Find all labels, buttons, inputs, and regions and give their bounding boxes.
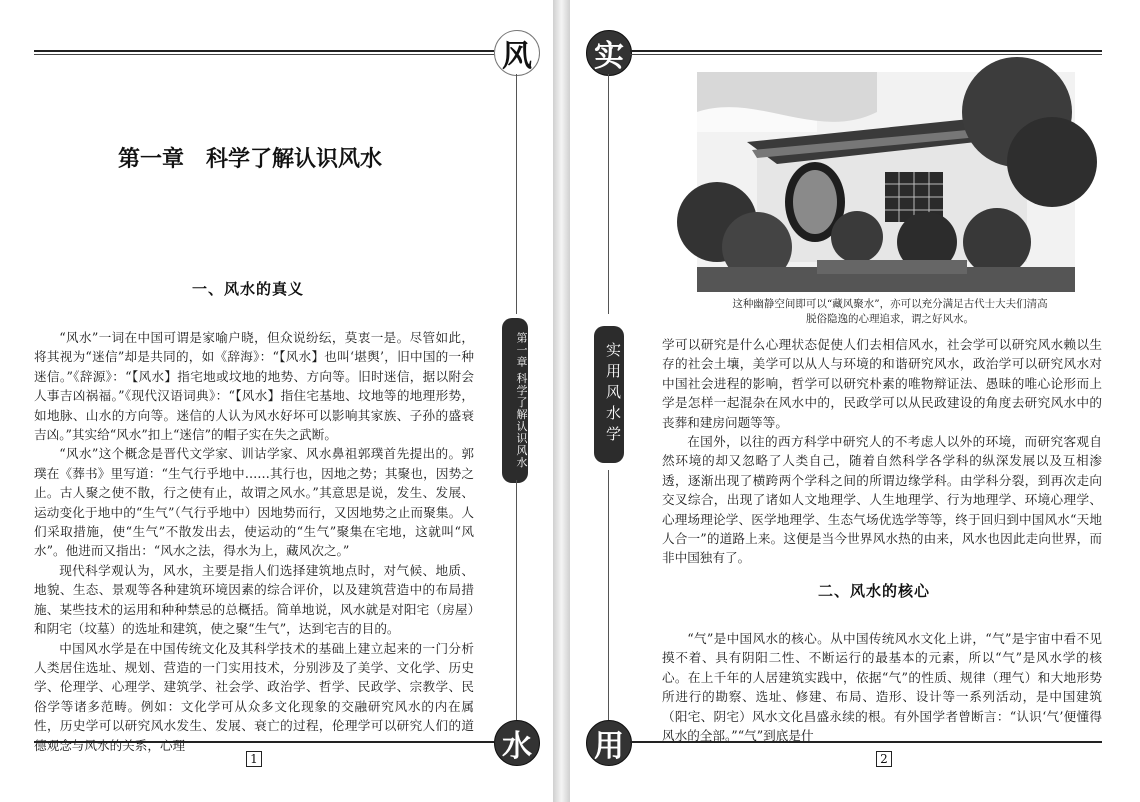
right-body-text-bottom (662, 629, 1102, 744)
courtyard-photo-icon (697, 72, 1075, 292)
ornament-shui: 水 (494, 720, 540, 766)
paragraph: “风水”这个概念是晋代文学家、训诂学家、风水鼻祖郭璞首先提出的。郭璞在《葬书》里写道：“生气行乎地中……其行也，因地之势；其聚也，因势之止。古人聚之使不散，行之使有止，故谓之风水。”其意思是说，发生、发展、运动变化于地中的“生气”（气行乎地中）因地势而行，又因地势之止而聚集。人们采取措施，使“生气”不散发出去，使运动的“生气”聚集在宅地，这就叫“风水”。他进而又指出：“风水之法，得水为上，藏风次之。” (34, 446, 474, 559)
caption-line: 脱俗隐逸的心理追求，谓之好风水。 (806, 313, 974, 325)
margin-line (516, 74, 517, 314)
margin-line-lower (516, 480, 517, 720)
paragraph: “气”是中国风水的核心。从中国传统风水文化上讲，“气”是宇宙中看不见摸不着、具有阴阳二性、不断运行的最基本的元素，所以“气”是风水学的核心。在上千年的人居建筑实践中，依据“气”的性质、规律（理气）和大地形势所进行的勘察、选址、修建、布局、造形、设计等一系列活动，是中国建筑（阳宅、阴宅）风水文化昌盛永续的根。有外国学者曾断言：“认识‘气’便懂得风水的全部。”“气”到底是什 (662, 631, 1102, 744)
chapter-title: 第一章 科学了解认识风水 (118, 146, 383, 172)
page-number: 1 (246, 751, 262, 767)
page-number: 2 (876, 751, 892, 767)
bottom-rule (34, 741, 494, 743)
right-body-text-top (662, 335, 1102, 568)
paragraph: 中国风水学是在中国传统文化及其科学技术的基础上建立起来的一门分析人类居住选址、规划、营造的一门实用技术，分别涉及了美学、文化学、历史学、伦理学、心理学、建筑学、社会学、政治学、哲学、民政学、宗教学、民俗学等诸多范畴。例如：文化学可从众多文化现象的交融研究风水的内在属性，历史学可以研究风水发生、发展、衰亡的过程，伦理学可以研究人们的道德观念与风水的关系，心理 (34, 640, 474, 753)
right-page (570, 0, 1140, 802)
ornament-feng: 风 (494, 30, 540, 76)
left-page (0, 0, 553, 802)
paragraph: 学可以研究是什么心理状态促使人们去相信风水，社会学可以研究风水赖以生存的社会土壤，美学可以从人与环境的和谐研究风水，政治学可以研究风水对中国社会进程的影响，哲学可以研究朴素的唯物辩证法、愚昧的唯心论形而上学是怎样一起混杂在风水中的，民政学可以从民政建设的角度去研究风水中的丧葬和建房问题等等。 (662, 337, 1102, 430)
chapter-side-tab: 第一章 科学了解认识风水 (502, 318, 528, 483)
photo-caption (680, 297, 1100, 327)
caption-line: 这种幽静空间即可以“藏风聚水”，亦可以充分满足古代士大夫们清高 (732, 298, 1048, 310)
book-gutter (553, 0, 570, 802)
courtyard-photo (697, 72, 1075, 292)
paragraph: 在国外，以往的西方科学中研究人的不考虑人以外的环境，而研究客观自然环境的却又忽略了人类自己，随着自然科学各学科的纵深发展以及互相渗透，逐渐出现了横跨两个学科之间的所谓边缘学科。由学科分裂，到再次走向交叉综合，出现了诸如人文地理学、人生地理学、行为地理学、环境心理学、心理场理论学、医学地理学、生态气场优选学等等，终于回归到中国风水“天地人合一”的道路上来。这便是当今世界风水热的由来，风水也因此走向世界，而非中国独有了。 (662, 434, 1102, 566)
section-title-2: 二、风水的核心 (818, 582, 931, 600)
top-rule (34, 50, 494, 52)
book-side-tab: 实用风水学 (594, 326, 624, 463)
top-rule-thin (630, 54, 1102, 55)
margin-line-lower (608, 470, 609, 720)
ornament-yong: 用 (586, 720, 632, 766)
paragraph: “风水”一词在中国可谓是家喻户晓，但众说纷纭，莫衷一是。尽管如此，将其视为“迷信”却是共同的，如《辞海》：“【风水】也叫‘堪舆’，旧中国的一种迷信。”《辞源》：“【风水】指宅地或坟地的地势、方向等。旧时迷信，据以附会人事吉凶祸福。”《现代汉语词典》：“【风水】指住宅基地、坟地等的地理形势，如地脉、山水的方向等。迷信的人认为风水好坏可以影响其家族、子孙的盛衰吉凶。”其实给“风水”扣上“迷信”的帽子实在失之武断。 (34, 330, 474, 443)
top-rule-thin (34, 54, 494, 55)
left-body-text (34, 328, 474, 753)
paragraph: 现代科学观认为，风水，主要是指人们选择建筑地点时，对气候、地质、地貌、生态、景观等各种建筑环境因素的综合评价，以及建筑营造中的布局措施、某些技术的运用和种种禁忌的总概括。简单地说，风水就是对阳宅（房屋）和阴宅（坟墓）的选址和建筑，使之聚“生气”，达到宅吉的目的。 (34, 562, 474, 637)
ornament-shi: 实 (586, 30, 632, 76)
bottom-rule (630, 741, 1102, 743)
top-rule (630, 50, 1102, 52)
margin-line (608, 74, 609, 314)
section-title-1: 一、风水的真义 (192, 280, 305, 298)
